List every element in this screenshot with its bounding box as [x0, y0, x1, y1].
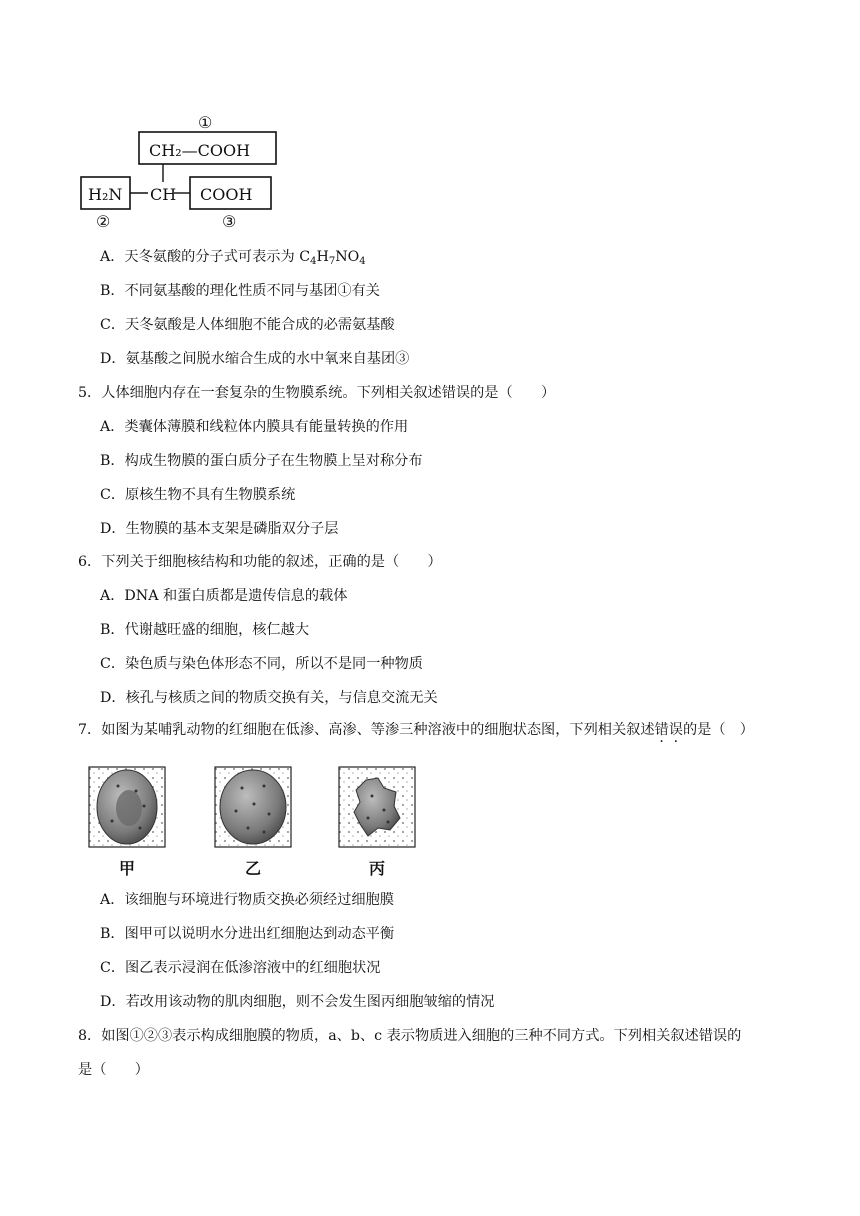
diagram-label-3: ③: [222, 212, 237, 231]
q8-stem-line2: 是（ ）: [78, 1062, 149, 1078]
caption-bing: 丙: [369, 859, 386, 878]
diagram-box1-text: CH₂—COOH: [149, 141, 251, 160]
q6-option-a: A．DNA 和蛋白质都是遗传信息的载体: [100, 588, 348, 604]
q7-option-d: D．若改用该动物的肌肉细胞，则不会发生图丙细胞皱缩的情况: [100, 994, 495, 1010]
caption-yi: 乙: [245, 859, 262, 878]
q5-option-d: D．生物膜的基本支架是磷脂双分子层: [100, 521, 339, 537]
q7-stem: 7．如图为某哺乳动物的红细胞在低渗、高渗、等渗三种溶液中的细胞状态图，下列相关叙述错误的是（ ）: [78, 722, 754, 738]
cell-bing-image: [338, 766, 418, 850]
q8-stem-line1: 8．如图①②③表示构成细胞膜的物质，a、b、c 表示物质进入细胞的三种不同方式。下列相关叙述错误的: [78, 1028, 742, 1044]
q4-option-b: B．不同氨基酸的理化性质不同与基团①有关: [100, 283, 380, 299]
diagram-label-2: ②: [96, 212, 111, 231]
q5-option-a: A．类囊体薄膜和线粒体内膜具有能量转换的作用: [100, 419, 409, 435]
diagram-box3-text: COOH: [200, 185, 253, 204]
q4-option-d: D．氨基酸之间脱水缩合生成的水中氧来自基团③: [100, 351, 410, 367]
q6-option-c: C．染色质与染色体形态不同，所以不是同一种物质: [100, 656, 423, 672]
q5-option-b: B．构成生物膜的蛋白质分子在生物膜上呈对称分布: [100, 453, 423, 469]
q4-option-a: A．天冬氨酸的分子式可表示为 $C_4H_7NO_4$: [100, 249, 366, 267]
q7-option-b: B．图甲可以说明水分进出红细胞达到动态平衡: [100, 926, 395, 942]
diagram-label-1: ①: [198, 113, 213, 132]
q7-option-a: A．该细胞与环境进行物质交换必须经过细胞膜: [100, 892, 394, 908]
q6-option-b: B．代谢越旺盛的细胞，核仁越大: [100, 622, 310, 638]
cell-yi-image: [214, 766, 294, 850]
q5-option-c: C．原核生物不具有生物膜系统: [100, 487, 296, 503]
q7-option-c: C．图乙表示浸润在低渗溶液中的红细胞状况: [100, 960, 381, 976]
q5-stem: 5．人体细胞内存在一套复杂的生物膜系统。下列相关叙述错误的是（ ）: [78, 385, 556, 401]
cell-jia-image: [88, 766, 168, 850]
q6-option-d: D．核孔与核质之间的物质交换有关，与信息交流无关: [100, 690, 438, 706]
diagram-center-text: CH: [150, 185, 177, 204]
q4-option-c: C．天冬氨酸是人体细胞不能合成的必需氨基酸: [100, 317, 395, 333]
diagram-box2-text: H₂N: [88, 185, 123, 204]
caption-jia: 甲: [119, 859, 136, 878]
q6-stem: 6．下列关于细胞核结构和功能的叙述，正确的是（ ）: [78, 554, 442, 570]
